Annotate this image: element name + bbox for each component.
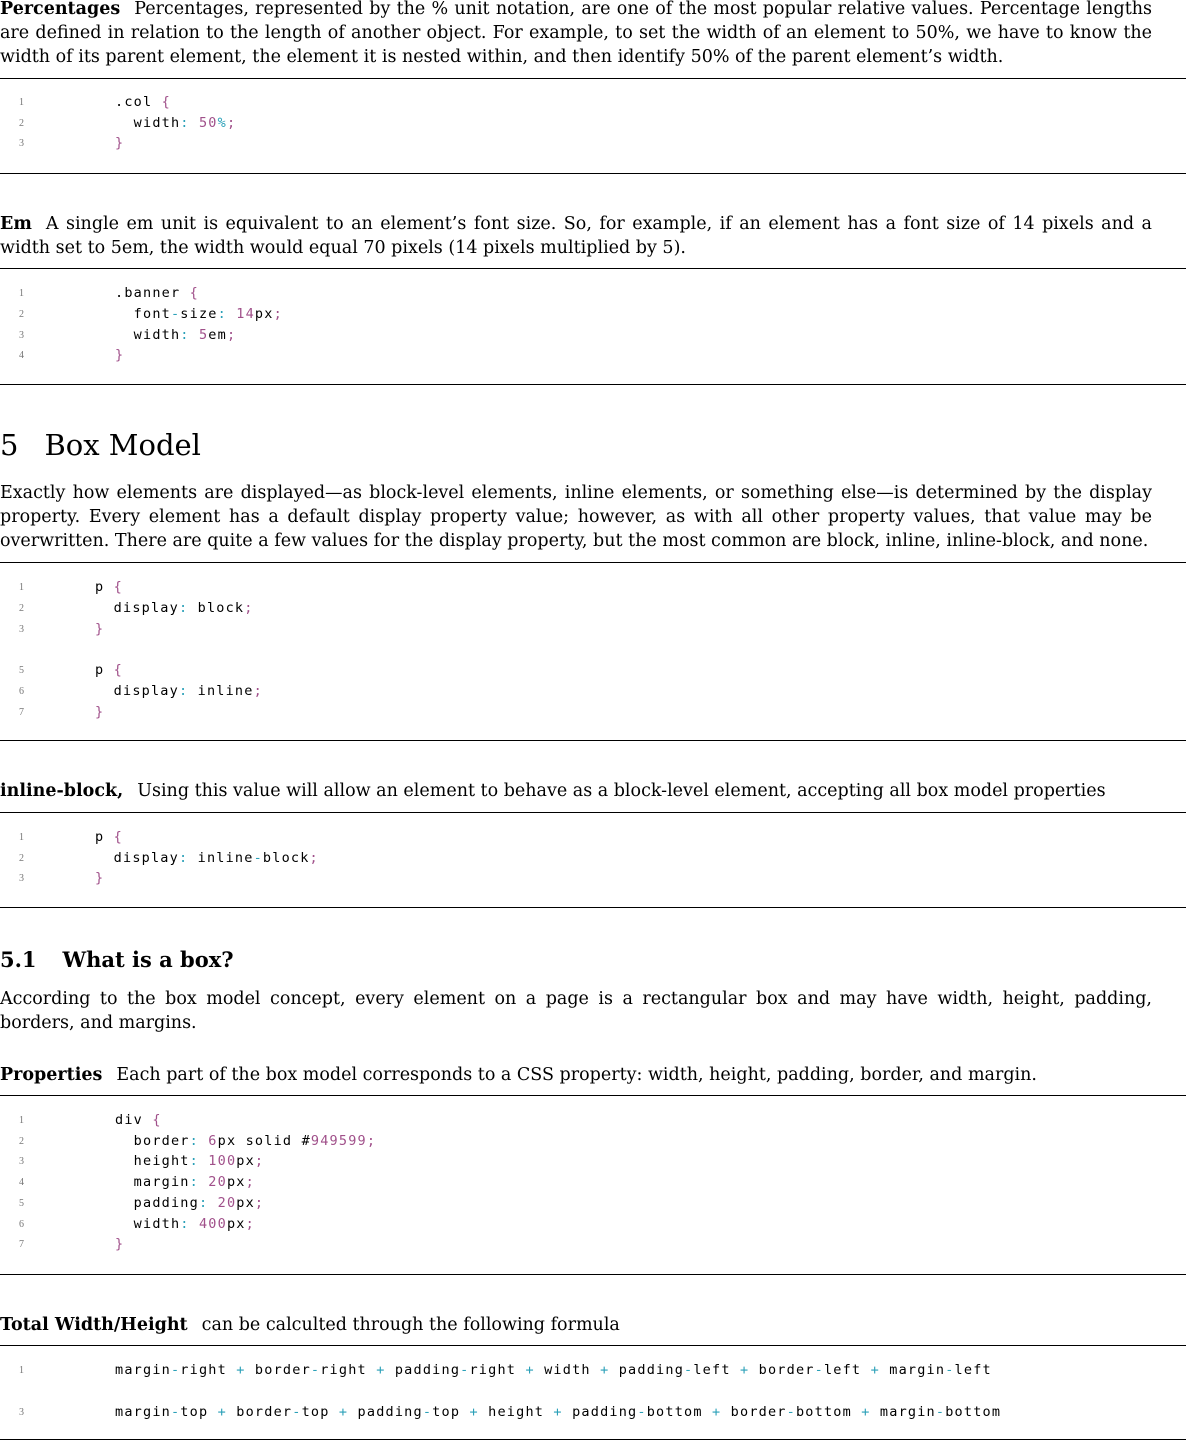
properties-text: Each part of the box model corresponds to a CSS property: width, height, padding, border, and margin. bbox=[116, 1065, 1037, 1085]
percentages-text: Percentages, represented by the % unit notation, are one of the most popular relative values. Percentage lengths are defined in relation to the length of another object. For example, to set the width of an element to 50%, we have to know the width of its parent element, the element it is nested within, and then identify 50% of the parent element’s width. bbox=[0, 0, 1152, 67]
line-number: 1 bbox=[19, 97, 24, 108]
code-line: } bbox=[95, 870, 105, 886]
code-rule-bottom bbox=[0, 384, 1186, 385]
code-line: .col { bbox=[115, 94, 171, 110]
subsection-heading bbox=[0, 947, 234, 972]
section-heading bbox=[0, 428, 201, 462]
code-line: margin-top + border-top + padding-top + height + padding-bottom + border-bottom + margin-bottom bbox=[115, 1404, 1002, 1420]
total-term: Total Width/Height bbox=[0, 1315, 188, 1335]
line-number: 6 bbox=[19, 1218, 24, 1230]
percentages-paragraph bbox=[0, 0, 1152, 69]
subsection-number: 5.1 bbox=[0, 947, 37, 972]
code-line: } bbox=[115, 135, 125, 151]
line-number: 4 bbox=[19, 1177, 24, 1189]
code-line: .banner { bbox=[115, 285, 199, 301]
code-line: margin: 20px; bbox=[133, 1174, 255, 1191]
code-line: width: 50%; bbox=[133, 114, 237, 131]
properties-paragraph bbox=[0, 1063, 1152, 1087]
code-listing-inline-block bbox=[0, 812, 1186, 907]
code-line: div { bbox=[115, 1112, 162, 1128]
section-title: Box Model bbox=[44, 428, 201, 462]
code-line: width: 5em; bbox=[133, 326, 237, 343]
em-text: A single em unit is equivalent to an element’s font size. So, for example, if an element has a font size of 14 pixels and a width set to 5em, the width would equal 70 pixels (14 pixels multiplied by 5). bbox=[0, 214, 1152, 258]
line-number: 3 bbox=[19, 1407, 24, 1418]
code-line: height: 100px; bbox=[133, 1153, 265, 1170]
em-term: Em bbox=[0, 214, 32, 234]
code-line: border: 6px solid #949599; bbox=[133, 1132, 377, 1149]
line-number: 1 bbox=[19, 832, 24, 843]
code-rule-bottom bbox=[0, 1439, 1186, 1440]
code-line: } bbox=[115, 347, 125, 364]
code-rule-bottom bbox=[0, 907, 1186, 908]
code-line: padding: 20px; bbox=[133, 1194, 265, 1211]
line-number: 1 bbox=[19, 582, 24, 593]
code-listing-div bbox=[0, 1095, 1186, 1274]
code-line: display: inline; bbox=[113, 683, 263, 699]
line-number: 3 bbox=[19, 873, 24, 884]
box-model-paragraph: Exactly how elements are displayed—as block-level elements, inline elements, or something else—is determined by the display property. Every element has a default display property value; however, as with all other property values, that value may be overwritten. There are quite a few values for the display property, but the most common are block, inline, inline-block, and none. bbox=[0, 483, 1152, 551]
line-number: 1 bbox=[19, 288, 24, 299]
code-line: display: block; bbox=[113, 599, 254, 616]
code-listing-formula bbox=[0, 1345, 1186, 1439]
code-line: margin-right + border-right + padding-right + width + padding-left + border-left + margin-left bbox=[115, 1362, 992, 1378]
code-listing-display bbox=[0, 562, 1186, 740]
total-text: can be calculted through the following formula bbox=[201, 1315, 620, 1335]
code-line: } bbox=[95, 620, 105, 637]
line-number: 6 bbox=[19, 686, 24, 697]
inline-block-paragraph bbox=[0, 779, 1152, 803]
code-line: } bbox=[115, 1236, 125, 1253]
properties-term: Properties bbox=[0, 1065, 103, 1085]
code-line: font-size: 14px; bbox=[133, 305, 283, 322]
code-listing-banner bbox=[0, 268, 1186, 384]
line-number: 7 bbox=[19, 706, 24, 718]
code-line: p { bbox=[95, 662, 123, 679]
line-number: 1 bbox=[19, 1365, 24, 1376]
section-number: 5 bbox=[0, 428, 19, 462]
code-rule-bottom bbox=[0, 173, 1186, 174]
code-line: p { bbox=[95, 829, 123, 845]
line-number: 5 bbox=[19, 1197, 24, 1209]
total-paragraph bbox=[0, 1313, 1152, 1337]
inline-block-text: Using this value will allow an element to behave as a block-level element, accepting all box model properties bbox=[137, 781, 1106, 801]
line-number: 4 bbox=[19, 350, 24, 362]
line-number: 2 bbox=[19, 852, 24, 864]
line-number: 3 bbox=[19, 1156, 24, 1168]
line-number: 2 bbox=[19, 308, 24, 320]
what-is-a-box-paragraph: According to the box model concept, every element on a page is a rectangular box and may have width, height, padding, borders, and margins. bbox=[0, 989, 1152, 1033]
line-number: 3 bbox=[19, 138, 24, 149]
code-line: p { bbox=[95, 579, 123, 595]
line-number: 5 bbox=[19, 665, 24, 677]
line-number: 3 bbox=[19, 623, 24, 635]
subsection-title: What is a box? bbox=[62, 947, 234, 972]
line-number: 2 bbox=[19, 1135, 24, 1147]
code-rule-bottom bbox=[0, 1274, 1186, 1275]
percentages-term: Percentages bbox=[0, 0, 121, 19]
line-number: 7 bbox=[19, 1239, 24, 1251]
line-number: 1 bbox=[19, 1115, 24, 1126]
em-paragraph bbox=[0, 212, 1152, 260]
line-number: 2 bbox=[19, 117, 24, 129]
code-line: display: inline-block; bbox=[113, 849, 319, 866]
code-listing-col bbox=[0, 78, 1186, 174]
code-line: } bbox=[95, 703, 105, 720]
line-number: 3 bbox=[19, 329, 24, 341]
inline-block-term: inline-block, bbox=[0, 781, 124, 801]
line-number: 2 bbox=[19, 602, 24, 614]
code-line: width: 400px; bbox=[133, 1215, 255, 1232]
code-rule-bottom bbox=[0, 740, 1186, 741]
